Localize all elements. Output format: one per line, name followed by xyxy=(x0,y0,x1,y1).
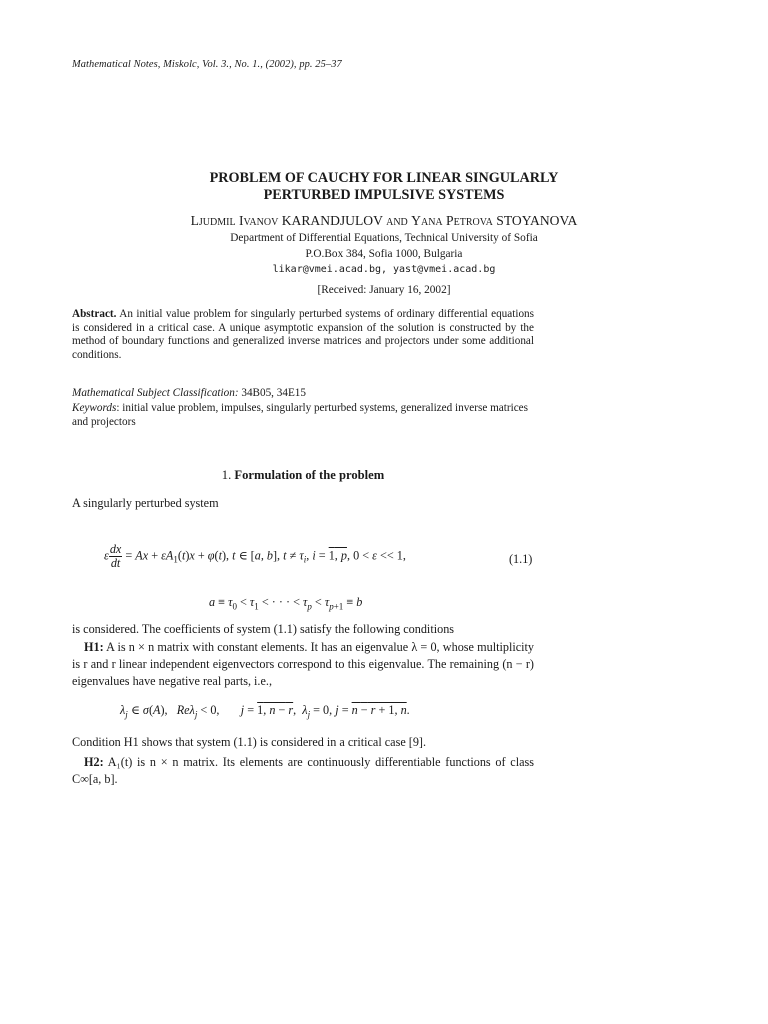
author1-given-names: Ljudmil Ivanov xyxy=(190,213,279,228)
abstract-text: An initial value problem for singularly perturbed systems of ordinary differential equations is considered in a critical case. A unique asymptotic expansion of the solution is constructed by the method of boundary functions and generalized inverse matrices and projectors under some additional conditions. xyxy=(72,308,534,361)
msc-line xyxy=(72,386,534,401)
keywords-line xyxy=(72,401,534,430)
condition-h1 xyxy=(72,639,534,690)
h1-text: A is n × n matrix with constant elements. It has an eigenvalue λ = 0, whose multiplicity is r and r linear independent eigenvectors correspond to this eigenvalue. The remaining (n − r) eigenvalues have negative real parts, i.e., xyxy=(72,640,534,688)
equation-eigenvalues: $\lambda_j$ ∈ σ(A), Reλ$_j$ < 0, j = 1, n − r, $\lambda_j = 0$, j = n − r + 1, n. xyxy=(120,703,410,720)
h1-label: H1: xyxy=(84,640,104,654)
equation-1-1: ε $\frac{dx}{dt}$ = $Ax + \varepsilon A_1(t)x + \varphi(t)$, t ∈ [a, b], $t \ne \tau_i$, i = 1, p, 0 < ε << 1, xyxy=(104,542,406,570)
keywords-value: : initial value problem, impulses, singularly perturbed systems, generalized inverse matrices and projectors xyxy=(72,401,528,429)
title-line-2: PERTURBED IMPULSIVE SYSTEMS xyxy=(263,186,505,203)
journal-citation: Mathematical Notes, Miskolc, Vol. 3., No. 1., (2002), pp. 25–37 xyxy=(72,59,342,70)
received-date: [Received: January 16, 2002] xyxy=(317,284,451,296)
affiliation xyxy=(0,231,768,278)
author-conjunction: and xyxy=(386,213,408,228)
author1-family-name: KARANDJULOV xyxy=(281,213,383,228)
keywords-label: Keywords xyxy=(72,401,117,414)
considered-paragraph: is considered. The coefficients of system (1.1) satisfy the following conditions xyxy=(72,622,455,636)
msc-value: 34B05, 34E15 xyxy=(241,387,306,399)
condition-h1-remark: Condition H1 shows that system (1.1) is considered in a critical case [9]. xyxy=(72,735,427,749)
paper-title xyxy=(0,170,768,203)
equation-number: (1.1) xyxy=(509,552,533,566)
msc-label: Mathematical Subject Classification: xyxy=(72,387,239,399)
author-emails: likar@vmei.acad.bg, yast@vmei.acad.bg xyxy=(272,264,496,275)
authors xyxy=(0,213,768,229)
section-heading xyxy=(0,468,606,483)
derivative-fraction: $\frac{dx}{dt}$ xyxy=(109,542,122,570)
author2-family-name: STOYANOVA xyxy=(496,213,578,228)
equation-time-partition: $a \equiv \tau_0 < \tau_1$ < · · · < $\tau_p < \tau_{p+1} \equiv b$ xyxy=(209,595,363,612)
title-line-1: PROBLEM OF CAUCHY FOR LINEAR SINGULARLY xyxy=(209,170,559,186)
condition-h2 xyxy=(72,754,534,788)
section-title: Formulation of the problem xyxy=(234,468,385,482)
h2-text: A₁(t) is n × n matrix. Its elements are continuously differentiable functions of class C∞[a, b]. xyxy=(72,755,534,786)
affiliation-address: P.O.Box 384, Sofia 1000, Bulgaria xyxy=(305,247,463,260)
abstract xyxy=(72,308,534,362)
section-number: 1. xyxy=(221,468,232,482)
classification-block xyxy=(72,386,534,430)
h2-label: H2: xyxy=(84,755,104,769)
abstract-label: Abstract. xyxy=(72,308,117,320)
author2-given-names: Yana Petrova xyxy=(411,213,493,228)
affiliation-department: Department of Differential Equations, Technical University of Sofia xyxy=(230,232,538,244)
intro-paragraph: A singularly perturbed system xyxy=(72,496,219,510)
